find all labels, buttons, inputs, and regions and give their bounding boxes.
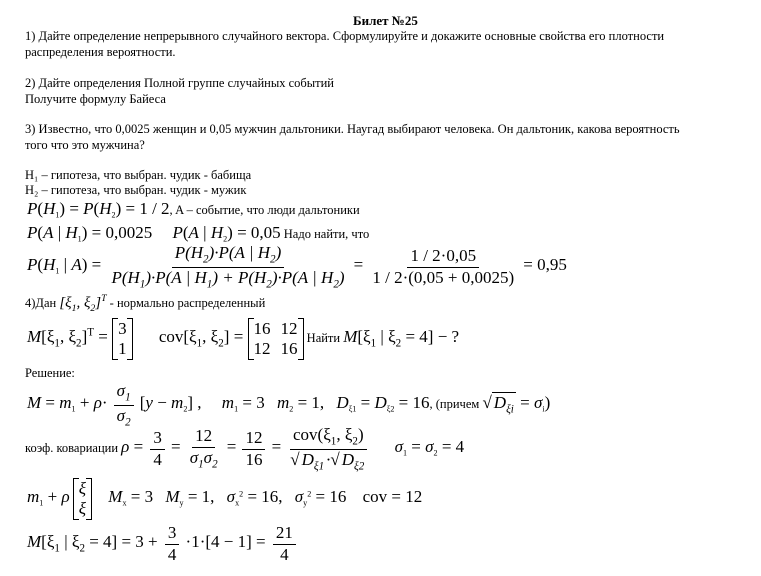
covariance-coefficient: коэф. ковариации ρ = $\frac{3}{4}$ = $\frac{12}{\sigma_1\sigma_2}$ = $\frac{12}{16}$ = $\frac{cov(\xi_1, \xi_2)}{√ D_{\xi 1} \cdot√ D_{\xi 2}}$ $\sigma_1 = \sigma_2 = 4$ (25, 425, 465, 472)
hypothesis-2: H₂ – гипотеза, что выбран. чудик - мужик (25, 183, 247, 197)
question-3-line-1: 3) Известно, что 0,0025 женщин и 0,05 мужчин дальтоники. Наугад выбирают человека. Он дальтоник, какова вероятность (25, 122, 680, 136)
question-1-line-1: 1) Дайте определение непрерывного случайного вектора. Сформулируйте и докажите основные свойства его плотности (25, 29, 665, 43)
question-2-line-1: 2) Дайте определения Полной группе случайных событий (25, 76, 334, 90)
mean-covariance: $M[\xi_1$, $\xi_2]^T$ = 3 1 $cov[\xi_1$, $\xi_2$] = 16 12 12 16 Найти $M[\xi_1$ | $\xi_2 = 4$] − ? (27, 319, 460, 358)
solution-label: Решение: (25, 366, 75, 380)
bayes-formula: $P(H_1$ | A) = $\frac{P(H_2)\cdot P(A | H_2)}{P(H_1)\cdot P(A | H_1) + P(H_2)\cdot P(A | H_2)}$ = $\frac{1 / 2\cdot 0,05}{1 / 2\cdot(0,05 + 0,0025)}$ = 0,95 (27, 243, 567, 290)
question-4: 4)Дан [$\xi_1$, $\xi_2]^T$ - нормально распределенный (25, 293, 266, 314)
final-answer: $M[\xi_1$ | $\xi_2 = 4] = 3$ + $\frac{3}{4}$ ·1·[4 − 1] = $\frac{21}{4}$ (27, 524, 299, 564)
equation-prior: $P(H_1) = P(H_2) = 1 / 2$, A – событие, что люди дальтоники (27, 199, 360, 220)
conditional-mean-formula: $M = m_1 + \rho\cdot$ $\frac{\sigma_1}{\sigma_2}$ $[y - m_2]$ , $m_1 = 3$ $m_2 = 1$, $D_{\xi 1} = D_{\xi 2} = 16$, (причем √ $D_{\xi i} = \sigma_i$) (27, 381, 551, 428)
question-2-line-2: Получите формулу Байеса (25, 92, 166, 106)
equation-conditional: P(A | $H_1) = 0,0025$ P(A | $H_2) = 0,05$ Надо найти, что (27, 223, 370, 244)
question-3-line-2: того что это мужчина? (25, 138, 145, 152)
ticket-title: Билет №25 (353, 13, 418, 28)
hypothesis-1: H₁ – гипотеза, что выбран. чудик - бабища (25, 168, 252, 182)
parameters-line: $m_1 + \rho$ ξ ξ $M_x = 3$ $M_y = 1$, $\sigma_x^2 = 16$, $\sigma_y^2 = 16$ cov = 12 (27, 479, 423, 518)
question-1-line-2: распределения вероятности. (25, 45, 176, 59)
